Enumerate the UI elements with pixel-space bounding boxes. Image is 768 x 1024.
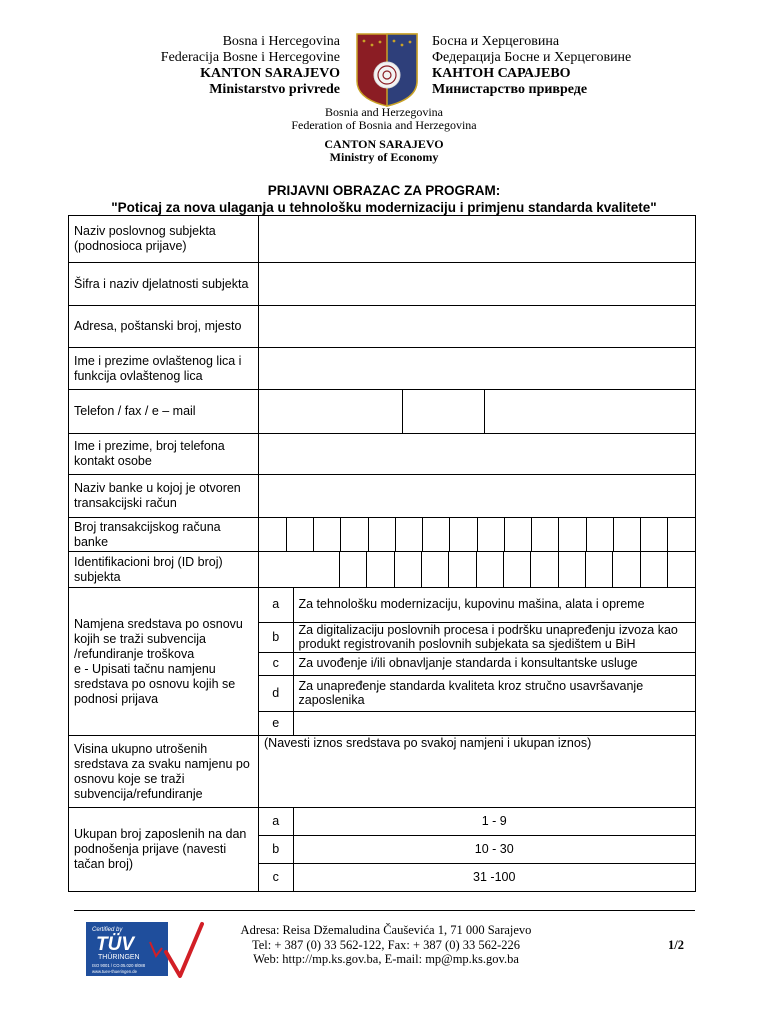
form-title-line1: PRIJAVNI OBRAZAC ZA PROGRAM:: [267, 183, 501, 198]
account-digit-box[interactable]: [395, 518, 422, 551]
id-digit-box[interactable]: [449, 552, 476, 587]
account-digit-box[interactable]: [368, 518, 395, 551]
employees-label: Ukupan broj zaposlenih na dan podnošenja prijave (navesti tačan broj): [69, 808, 259, 892]
footer-web: Web: http://mp.ks.gov.ba, E-mail: mp@mp.ks.gov.ba: [253, 952, 519, 966]
id-digit-box[interactable]: [668, 552, 695, 587]
phone-cells: [259, 390, 696, 434]
id-spacer: [259, 552, 340, 587]
id-digit-box[interactable]: [504, 552, 531, 587]
employees-option-b[interactable]: 10 - 30: [293, 835, 695, 863]
purpose-option-a[interactable]: Za tehnološku modernizaciju, kupovinu mašina, alata i opreme: [293, 588, 695, 622]
header-english-line1: Bosnia and Herzegovina: [325, 105, 443, 119]
bank-label: Naziv banke u kojoj je otvoren transakcijski račun: [69, 475, 259, 518]
tuv-iso-text: ISO 9001 / CO.05.020 8/088: [92, 963, 146, 968]
id-digit-box[interactable]: [340, 552, 367, 587]
phone-label: Telefon / fax / e – mail: [69, 390, 259, 434]
employees-options: [259, 808, 696, 892]
purpose-option-e[interactable]: [293, 711, 695, 735]
purpose-option-d[interactable]: Za unapređenje standarda kvaliteta kroz stručno usavršavanje zaposlenika: [293, 675, 695, 711]
account-digit-box[interactable]: [259, 518, 286, 551]
page-number: 1/2: [668, 938, 684, 952]
id-digit-box[interactable]: [558, 552, 585, 587]
account-digit-box[interactable]: [504, 518, 531, 551]
purpose-options: [259, 588, 696, 736]
header-left-line1: Bosna i Hercegovina: [222, 34, 340, 49]
header-right-line2: Федерација Босне и Херцеговине: [432, 50, 632, 65]
form-title: [0, 182, 768, 216]
account-digit-box[interactable]: [668, 518, 695, 551]
account-digit-box[interactable]: [586, 518, 613, 551]
id-digit-box[interactable]: [640, 552, 667, 587]
email-field[interactable]: [485, 390, 696, 433]
activity-field[interactable]: [259, 263, 696, 306]
account-digit-box[interactable]: [286, 518, 313, 551]
id-digits: [259, 552, 696, 588]
contact-field[interactable]: [259, 434, 696, 475]
total-amount-hint: (Navesti iznos sredstava po svakoj namjeni i ukupan iznos): [264, 736, 592, 750]
footer-address: Adresa: Reisa Džemaludina Čauševića 1, 71 000 Sarajevo: [240, 923, 532, 937]
authorized-person-field[interactable]: [259, 348, 696, 390]
address-field[interactable]: [259, 306, 696, 348]
header-right-line1: Босна и Херцеговина: [432, 34, 560, 49]
id-digit-box[interactable]: [422, 552, 449, 587]
footer-phone: Tel: + 387 (0) 33 562-122, Fax: + 387 (0) 33 562-226: [251, 937, 521, 952]
fax-field[interactable]: [403, 390, 485, 433]
address-label: Adresa, poštanski broj, mjesto: [69, 306, 259, 348]
account-digit-box[interactable]: [641, 518, 668, 551]
id-digit-box[interactable]: [531, 552, 558, 587]
account-digit-box[interactable]: [559, 518, 586, 551]
employees-key-a: a: [259, 808, 293, 835]
activity-label: Šifra i naziv djelatnosti subjekta: [69, 263, 259, 306]
tuv-certified-text: Certified by: [92, 927, 123, 933]
employees-option-a[interactable]: 1 - 9: [293, 808, 695, 835]
bank-field[interactable]: [259, 475, 696, 518]
purpose-key-b: b: [259, 622, 293, 652]
account-digit-box[interactable]: [532, 518, 559, 551]
account-digit-box[interactable]: [613, 518, 640, 551]
authorized-person-label: Ime i prezime ovlaštenog lica i funkcija ovlaštenog lica: [69, 348, 259, 390]
tuv-web-text: www.tuev-thueringen.de: [92, 969, 137, 974]
employees-key-c: c: [259, 864, 293, 891]
header-right-line3: КАНТОН САРАЈЕВО: [432, 66, 571, 81]
account-digit-box[interactable]: [450, 518, 477, 551]
contact-label: Ime i prezime, broj telefona kontakt osobe: [69, 434, 259, 475]
id-digit-box[interactable]: [367, 552, 394, 587]
tuv-region-text: THÜRINGEN: [98, 954, 140, 961]
header-english-canton: [0, 138, 768, 164]
total-amount-field[interactable]: [259, 736, 696, 808]
header-english-line2: Federation of Bosnia and Herzegovina: [291, 118, 477, 132]
employees-option-c[interactable]: 31 -100: [293, 864, 695, 891]
purpose-key-a: a: [259, 588, 293, 622]
id-digit-box[interactable]: [586, 552, 613, 587]
account-label: Broj transakcijskog računa banke: [69, 518, 259, 552]
tuv-brand-text: TÜV: [96, 934, 134, 955]
id-digit-box[interactable]: [613, 552, 640, 587]
header-left-line3: KANTON SARAJEVO: [200, 66, 340, 81]
name-field[interactable]: [259, 216, 696, 263]
purpose-key-d: d: [259, 675, 293, 711]
employees-key-b: b: [259, 835, 293, 863]
phone-field[interactable]: [259, 390, 403, 433]
purpose-option-b[interactable]: Za digitalizaciju poslovnih procesa i podršku unapređenju izvoza kao produkt registrovanih poslovnih subjekata sa sjedištem u BiH: [293, 622, 695, 652]
purpose-key-c: c: [259, 652, 293, 675]
header-right-line4: Министарство привреде: [432, 82, 588, 97]
id-digit-box[interactable]: [394, 552, 421, 587]
id-digit-box[interactable]: [476, 552, 503, 587]
footer-contact: [186, 923, 586, 967]
header-left: [140, 34, 340, 98]
header-left-line4: Ministarstvo privrede: [209, 82, 340, 97]
name-label: Naziv poslovnog subjekta (podnosioca prijave): [69, 216, 259, 263]
total-amount-label: Visina ukupno utrošenih sredstava za svaku namjenu po osnovu koje se traži subvencija/refundiranje: [69, 736, 259, 808]
account-digit-box[interactable]: [341, 518, 368, 551]
purpose-key-e: e: [259, 711, 293, 735]
account-digit-box[interactable]: [423, 518, 450, 551]
account-digit-box[interactable]: [314, 518, 341, 551]
purpose-option-c[interactable]: Za uvođenje i/ili obnavljanje standarda i konsultantske usluge: [293, 652, 695, 675]
canton-crest-logo: [356, 33, 418, 107]
footer-divider: [74, 910, 695, 911]
header-english-line3: CANTON SARAJEVO: [324, 137, 444, 151]
header-left-line2: Federacija Bosne i Hercegovine: [160, 50, 340, 65]
header-right: [432, 34, 672, 98]
header-english-line4: Ministry of Economy: [329, 150, 439, 164]
application-form: [68, 215, 696, 892]
account-digits: [259, 518, 696, 552]
purpose-label: Namjena sredstava po osnovu kojih se traži subvencija /refundiranje troškova e - Upisati tačnu namjenu sredstava po osnovu kojih se podnosi prijava: [69, 588, 259, 736]
id-label: Identifikacioni broj (ID broj) subjekta: [69, 552, 259, 588]
account-digit-box[interactable]: [477, 518, 504, 551]
header-english: [0, 106, 768, 132]
form-title-line2: "Poticaj za nova ulaganja u tehnološku modernizaciju i primjenu standarda kvalitete": [111, 200, 657, 215]
